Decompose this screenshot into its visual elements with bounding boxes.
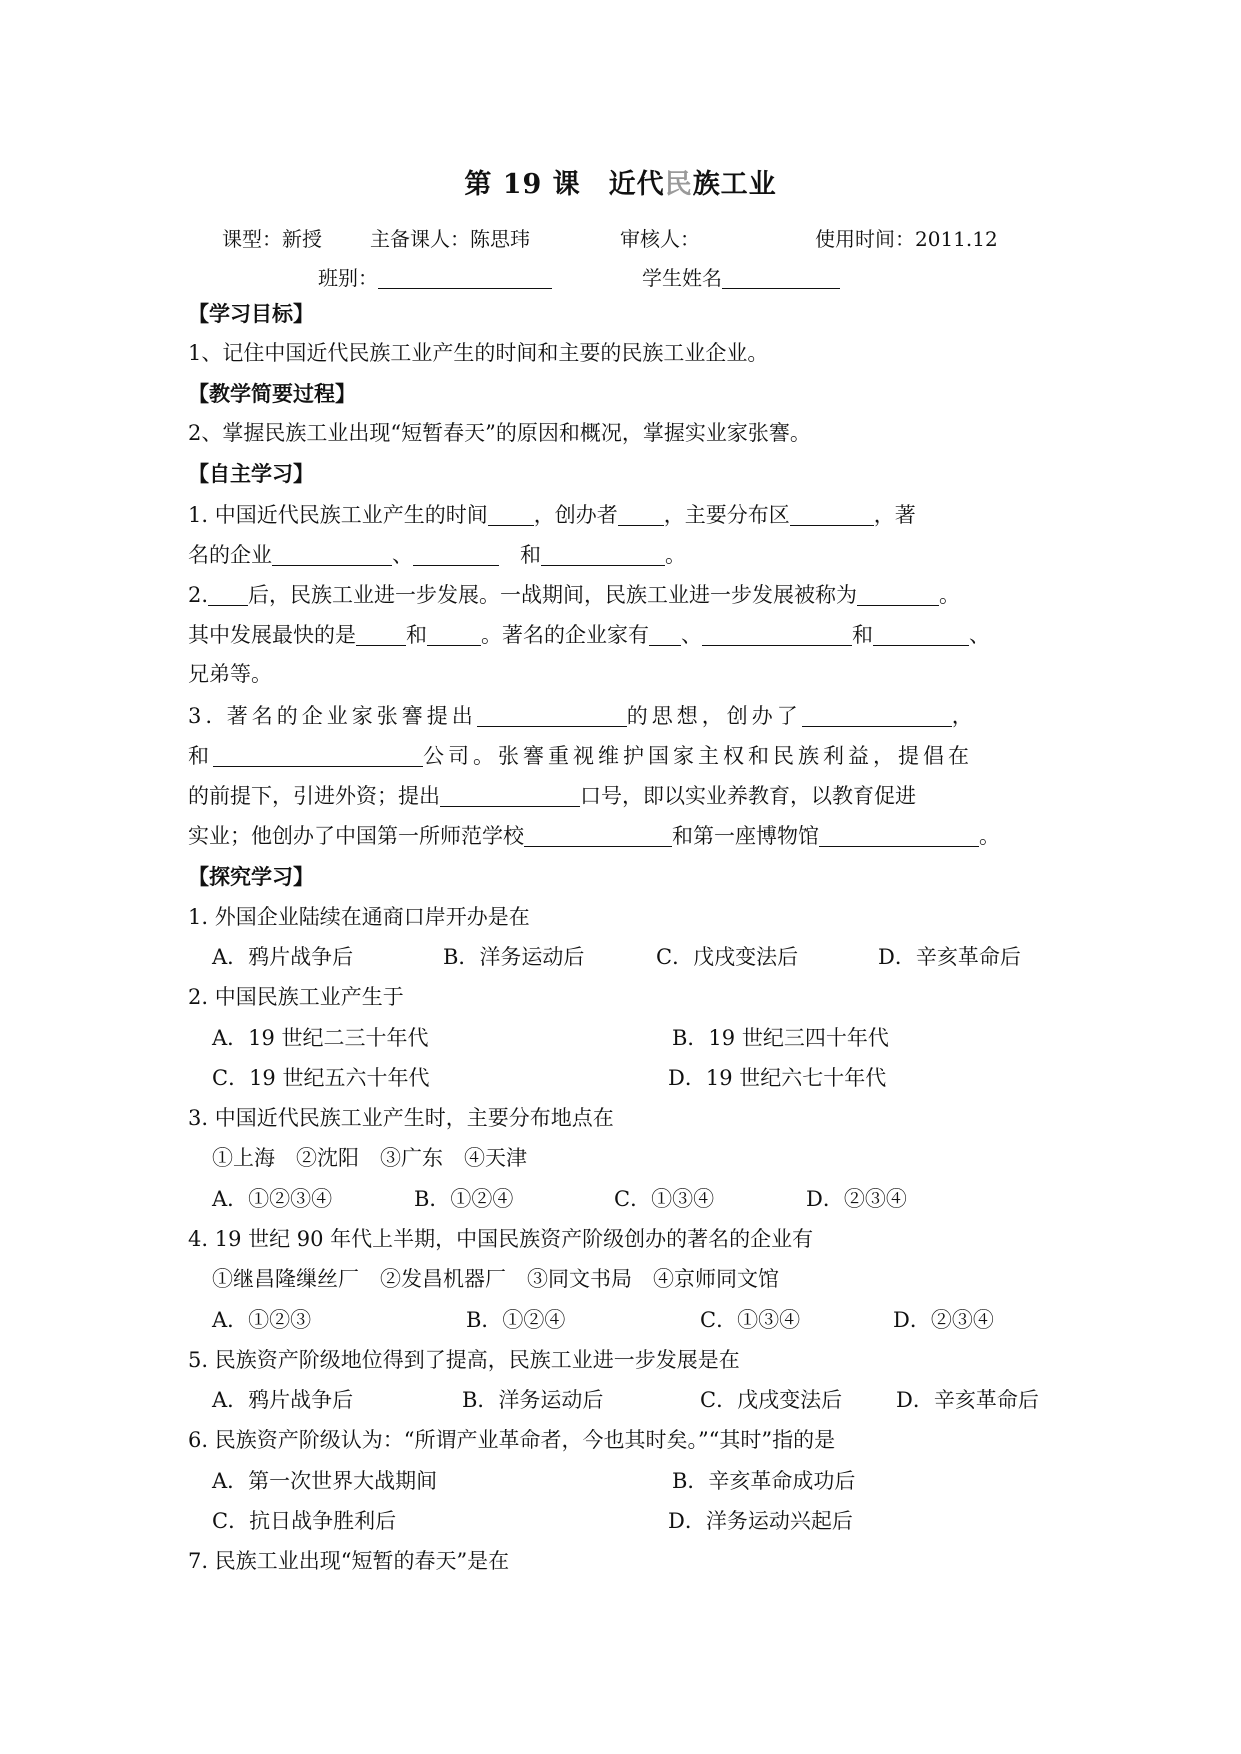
goal-1: 1、记住中国近代民族工业产生的时间和主要的民族工业企业。 bbox=[188, 341, 769, 365]
q4-option-d[interactable]: D．②③④ bbox=[893, 1308, 994, 1332]
q3-statements: ①上海 ②沈阳 ③广东 ④天津 bbox=[212, 1146, 527, 1170]
lesson-type: 课型：新授 bbox=[222, 227, 322, 251]
blank-founder[interactable] bbox=[618, 504, 664, 526]
self-q2-line3: 兄弟等。 bbox=[188, 662, 272, 686]
self-q3-line2 bbox=[188, 745, 973, 767]
q2-option-c[interactable]: C．19 世纪五六十年代 bbox=[212, 1066, 430, 1090]
blank-entrepreneur-3[interactable] bbox=[873, 624, 969, 646]
q1-option-b[interactable]: B．洋务运动后 bbox=[443, 945, 585, 969]
section-self-study: 【自主学习】 bbox=[188, 461, 314, 486]
blank-fastest-1[interactable] bbox=[356, 624, 406, 646]
question-4-stem: 4. 19 世纪 90 年代上半期，中国民族资产阶级创办的著名的企业有 bbox=[188, 1227, 814, 1251]
self-q2-line1 bbox=[188, 584, 960, 606]
q3-option-b[interactable]: B．①②④ bbox=[414, 1187, 514, 1211]
q4-option-c[interactable]: C．①③④ bbox=[700, 1308, 801, 1332]
text: 。 bbox=[665, 543, 686, 567]
question-7-stem: 7. 民族工业出现“短暂的春天”是在 bbox=[188, 1549, 510, 1573]
blank-region[interactable] bbox=[790, 504, 874, 526]
question-5-stem: 5. 民族资产阶级地位得到了提高，民族工业进一步发展是在 bbox=[188, 1348, 740, 1372]
q2-option-b[interactable]: B．19 世纪三四十年代 bbox=[672, 1026, 889, 1050]
self-q3-line3 bbox=[188, 785, 916, 807]
lead-teacher: 主备课人：陈思玮 bbox=[370, 227, 530, 251]
blank-slogan[interactable] bbox=[440, 785, 580, 807]
text: 和 bbox=[406, 623, 427, 647]
text: 实业；他创办了中国第一所师范学校 bbox=[188, 824, 524, 848]
blank-called[interactable] bbox=[857, 584, 939, 606]
title-suffix: 族工业 bbox=[692, 169, 777, 200]
text: 。 bbox=[979, 824, 1000, 848]
text: 、 bbox=[681, 623, 702, 647]
text: 1. 中国近代民族工业产生的时间 bbox=[188, 503, 488, 527]
class-label: 班别： bbox=[318, 266, 378, 290]
question-6-stem: 6. 民族资产阶级认为：“所谓产业革命者，今也其时矣。”“其时”指的是 bbox=[188, 1428, 836, 1452]
blank-time[interactable] bbox=[488, 504, 534, 526]
q1-option-a[interactable]: A．鸦片战争后 bbox=[212, 945, 354, 969]
student-name-label: 学生姓名 bbox=[642, 266, 722, 290]
text: ，著 bbox=[873, 503, 916, 527]
blank-company[interactable] bbox=[213, 745, 423, 767]
student-name-blank[interactable] bbox=[722, 267, 840, 289]
q4-option-b[interactable]: B．①②④ bbox=[466, 1308, 566, 1332]
self-q1-line2 bbox=[188, 544, 686, 566]
blank-enterprise-2[interactable] bbox=[413, 544, 499, 566]
page-title bbox=[0, 162, 1241, 201]
q5-option-a[interactable]: A．鸦片战争后 bbox=[212, 1388, 354, 1412]
text: ，创办者 bbox=[533, 503, 618, 527]
text: 、 bbox=[969, 623, 990, 647]
text: 。著名的企业家有 bbox=[481, 623, 649, 647]
blank-entrepreneur-1[interactable] bbox=[649, 624, 681, 646]
q3-option-d[interactable]: D．②③④ bbox=[806, 1187, 907, 1211]
q2-option-d[interactable]: D．19 世纪六七十年代 bbox=[668, 1066, 887, 1090]
class-blank[interactable] bbox=[378, 267, 552, 289]
q5-option-c[interactable]: C．戊戌变法后 bbox=[700, 1388, 843, 1412]
text: 和 bbox=[188, 744, 213, 768]
q6-option-a[interactable]: A．第一次世界大战期间 bbox=[212, 1469, 438, 1493]
text: 的前提下，引进外资；提出 bbox=[188, 784, 440, 808]
text: 的思想，创办了 bbox=[626, 704, 802, 728]
blank-thought[interactable] bbox=[477, 705, 627, 727]
q1-option-d[interactable]: D．辛亥革命后 bbox=[878, 945, 1021, 969]
title-middle-char: 民 bbox=[664, 169, 693, 200]
blank-enterprise-1[interactable] bbox=[272, 544, 392, 566]
q1-option-c[interactable]: C．戊戌变法后 bbox=[656, 945, 799, 969]
use-date: 使用时间：2011.12 bbox=[815, 227, 998, 251]
blank-enterprise-3[interactable] bbox=[541, 544, 665, 566]
self-q3-line4 bbox=[188, 825, 1000, 847]
text: 、 bbox=[392, 543, 413, 567]
blank-fastest-2[interactable] bbox=[427, 624, 481, 646]
blank-founded-1[interactable] bbox=[802, 705, 952, 727]
blank-museum[interactable] bbox=[819, 825, 979, 847]
q4-option-a[interactable]: A．①②③ bbox=[212, 1308, 312, 1332]
blank-normal-school[interactable] bbox=[524, 825, 672, 847]
q3-option-c[interactable]: C．①③④ bbox=[614, 1187, 715, 1211]
class-field[interactable] bbox=[318, 262, 552, 291]
text: 和第一座博物馆 bbox=[672, 824, 819, 848]
q6-option-b[interactable]: B．辛亥革命成功后 bbox=[672, 1469, 856, 1493]
title-prefix: 第 19 课 近代 bbox=[464, 169, 665, 200]
question-3-stem: 3. 中国近代民族工业产生时，主要分布地点在 bbox=[188, 1106, 614, 1130]
q6-option-c[interactable]: C．抗日战争胜利后 bbox=[212, 1509, 397, 1533]
q5-option-b[interactable]: B．洋务运动后 bbox=[462, 1388, 604, 1412]
text: 其中发展最快的是 bbox=[188, 623, 356, 647]
q3-option-a[interactable]: A．①②③④ bbox=[212, 1187, 333, 1211]
section-explore: 【探究学习】 bbox=[188, 864, 314, 889]
text: 后，民族工业进一步发展。一战期间，民族工业进一步发展被称为 bbox=[248, 583, 858, 607]
self-q1-line1 bbox=[188, 504, 916, 526]
text: 公司。张謇重视维护国家主权和民族利益，提倡在 bbox=[423, 744, 973, 768]
q2-option-a[interactable]: A．19 世纪二三十年代 bbox=[212, 1026, 429, 1050]
self-q2-line2 bbox=[188, 624, 990, 646]
text: 和 bbox=[520, 543, 541, 567]
q5-option-d[interactable]: D．辛亥革命后 bbox=[896, 1388, 1039, 1412]
q6-option-d[interactable]: D．洋务运动兴起后 bbox=[668, 1509, 853, 1533]
text: 3. 著名的企业家张謇提出 bbox=[188, 704, 477, 728]
text: 名的企业 bbox=[188, 543, 272, 567]
text: ，主要分布区 bbox=[663, 503, 790, 527]
question-1-stem: 1. 外国企业陆续在通商口岸开办是在 bbox=[188, 905, 530, 929]
text: 。 bbox=[939, 583, 961, 607]
section-process: 【教学简要过程】 bbox=[188, 381, 356, 406]
text: 2. bbox=[188, 583, 209, 607]
reviewer: 审核人： bbox=[620, 227, 700, 251]
section-goals: 【学习目标】 bbox=[188, 301, 314, 326]
blank-after[interactable] bbox=[208, 584, 248, 606]
self-q3-line1 bbox=[188, 705, 977, 727]
q4-statements: ①继昌隆缫丝厂 ②发昌机器厂 ③同文书局 ④京师同文馆 bbox=[212, 1267, 779, 1291]
text: 口号，即以实业养教育，以教育促进 bbox=[580, 784, 916, 808]
text: 和 bbox=[852, 623, 873, 647]
goal-2: 2、掌握民族工业出现“短暂春天”的原因和概况，掌握实业家张謇。 bbox=[188, 421, 811, 445]
student-name-field[interactable] bbox=[642, 262, 840, 291]
text: ， bbox=[951, 704, 977, 728]
question-2-stem: 2. 中国民族工业产生于 bbox=[188, 985, 404, 1009]
blank-entrepreneur-2[interactable] bbox=[702, 624, 852, 646]
